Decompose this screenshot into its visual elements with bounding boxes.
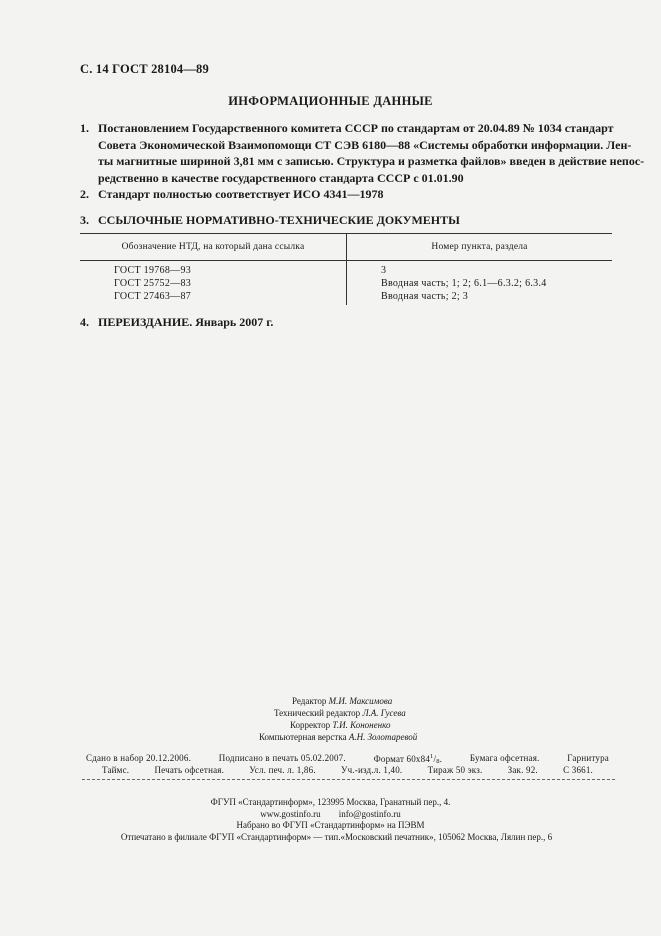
credit-name: Л.А. Гусева [362, 708, 406, 718]
item-1-line-2: Совета Экономической Взаимопомощи СТ СЭВ 6180—88 «Системы обработки информации. Лен- [98, 137, 632, 152]
pub-run: Тираж 50 экз. [427, 765, 483, 775]
separator-line [82, 779, 615, 780]
info-item-4 [80, 315, 273, 330]
info-item-2 [80, 187, 383, 202]
pub-format-suffix: . [439, 754, 443, 764]
credit-editor [292, 696, 392, 706]
credit-corrector [290, 720, 390, 730]
item-number: 2. [80, 187, 89, 201]
item-4-text: ПЕРЕИЗДАНИЕ. Январь 2007 г. [98, 315, 274, 329]
credit-tech-editor [274, 708, 406, 718]
credit-label: Компьютерная верстка [259, 732, 347, 742]
pub-format-sub: 8 [436, 758, 440, 765]
table-header-designation: Обозначение НТД, на который дана ссылка [121, 242, 305, 252]
pub-uch: Уч.-изд.л. 1,40. [341, 765, 403, 775]
footer-publisher: ФГУП «Стандартинформ», 123995 Москва, Гранатный пер., 4. [210, 797, 451, 807]
item-number: 3. [80, 213, 89, 227]
footer-contacts [0, 809, 661, 819]
footer-typeset: Набрано во ФГУП «Стандартинформ» на ПЭВМ [236, 820, 425, 830]
item-1-line-4: редственно в качестве государственного стандарта СССР с 01.01.90 [98, 170, 464, 185]
item-1-line-1: Постановлением Государственного комитета СССР по стандартам от 20.04.89 № 1034 стандарт [98, 121, 614, 135]
pub-paper: Бумага офсетная. [469, 753, 540, 763]
credit-label: Редактор [292, 696, 327, 706]
page-title: ИНФОРМАЦИОННЫЕ ДАННЫЕ [228, 94, 433, 108]
credit-label: Корректор [290, 720, 331, 730]
footer-web: www.gostinfo.ru [260, 809, 321, 819]
credit-label: Технический редактор [274, 708, 361, 718]
pub-typeface: Гарнитура [567, 753, 609, 763]
table-cell-doc: ГОСТ 27463—87 [114, 291, 192, 302]
item-number: 4. [80, 315, 89, 329]
table-cell-clause: Вводная часть; 1; 2; 6.1—6.3.2; 6.3.4 [381, 278, 547, 289]
item-2-text: Стандарт полностью соответствует ИСО 4341—1978 [98, 187, 384, 201]
page-header: С. 14 ГОСТ 28104—89 [80, 62, 209, 76]
credit-layout [259, 732, 417, 742]
pub-signed: Подписано в печать 05.02.2007. [218, 753, 346, 763]
pub-order: Зак. 92. [507, 765, 538, 775]
publication-row-2 [102, 765, 593, 775]
pub-format-sup: 1 [430, 753, 434, 760]
credit-name: А.Н. Золотаревой [348, 732, 418, 742]
pub-format: Формат $60x84^1/8$. [373, 753, 443, 765]
item-1-line-3: ты магнитные шириной 3,81 мм с записью. Структура и разметка файлов» введен в действие непос- [98, 154, 645, 168]
footer-printed: Отпечатано в филиале ФГУП «Стандартинформ» — тип.«Московский печатник», 105062 Москва, Лялин пер., 6 [120, 832, 553, 842]
item-3-text: ССЫЛОЧНЫЕ НОРМАТИВНО-ТЕХНИЧЕСКИЕ ДОКУМЕНТЫ [98, 213, 460, 227]
pub-sent: Сдано в набор 20.12.2006. [86, 753, 192, 763]
pub-format-prefix: Формат 60x84 [373, 754, 431, 764]
pub-print: Печать офсетная. [154, 765, 225, 775]
publication-row-1 [86, 753, 609, 765]
table-cell-clause: 3 [381, 265, 387, 276]
table-header-clause: Номер пункта, раздела [431, 242, 528, 252]
info-item-3 [80, 213, 460, 228]
credit-name: Т.И. Кононенко [332, 720, 391, 730]
table-cell-clause: Вводная часть; 2; 3 [381, 291, 469, 302]
table-cell-doc: ГОСТ 19768—93 [114, 265, 192, 276]
pub-c: С 3661. [563, 765, 593, 775]
info-item-1 [80, 120, 645, 185]
item-number: 1. [80, 121, 89, 135]
pub-typeface-name: Таймс. [102, 765, 130, 775]
footer-email: info@gostinfo.ru [338, 809, 401, 819]
pub-usl: Усл. печ. л. 1,86. [249, 765, 316, 775]
credit-name: М.И. Максимова [328, 696, 393, 706]
table-cell-doc: ГОСТ 25752—83 [114, 278, 192, 289]
